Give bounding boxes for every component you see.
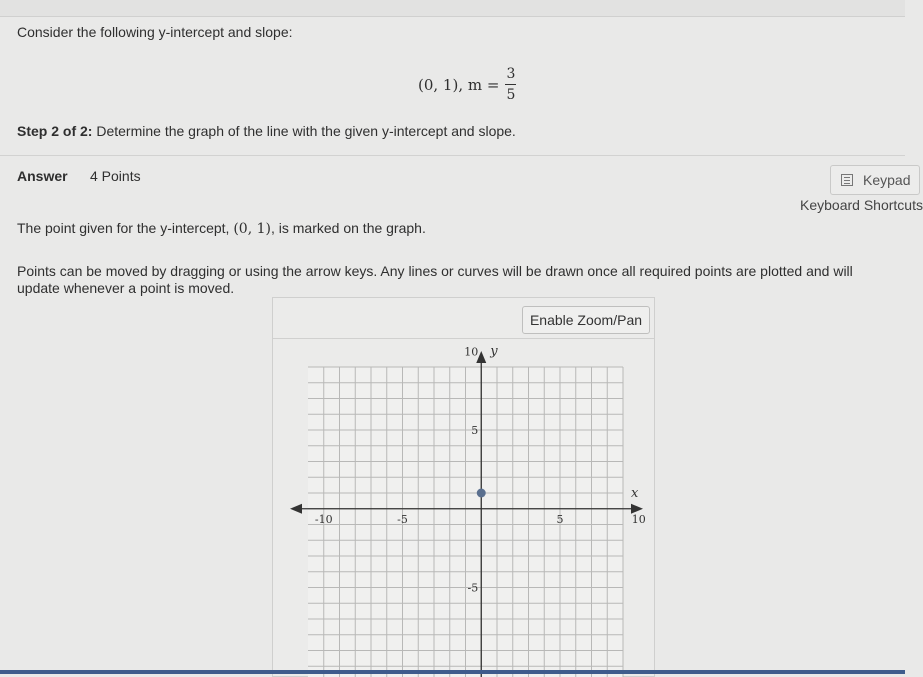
formula-point: (0, 1), m = xyxy=(418,75,500,94)
x-tick-label: 10 xyxy=(631,512,646,526)
keyboard-shortcuts-link[interactable]: Keyboard Shortcuts xyxy=(800,197,923,213)
y-intercept-point[interactable] xyxy=(477,489,486,498)
step-label: Step 2 of 2: xyxy=(17,123,93,139)
section-divider xyxy=(0,155,905,156)
y-axis-label: y xyxy=(490,344,498,359)
graph-instructions: Points can be moved by dragging or using the arrow keys. Any lines or curves will be drawn once all required points are plotted and will update whenever a point is moved. xyxy=(17,263,853,296)
y-tick-label: -5 xyxy=(467,581,479,595)
slope-denominator: 5 xyxy=(506,87,516,103)
panel-divider xyxy=(273,338,654,339)
given-point-text xyxy=(17,220,426,237)
keypad-button[interactable] xyxy=(830,165,920,195)
fraction-bar xyxy=(505,84,516,85)
bottom-bar xyxy=(0,670,905,674)
slope-numerator: 3 xyxy=(506,66,516,82)
x-axis-arrow-left xyxy=(290,504,302,514)
intercept-slope-formula xyxy=(418,66,516,103)
x-tick-label: 5 xyxy=(556,512,564,526)
slope-fraction xyxy=(505,66,516,103)
x-tick-label: -10 xyxy=(314,512,333,526)
x-axis-label: x xyxy=(631,485,639,501)
points-label: 4 Points xyxy=(90,168,141,184)
x-tick-label: -5 xyxy=(397,512,408,526)
question-prompt: Consider the following y-intercept and slope: xyxy=(17,24,293,40)
given-prefix: The point given for the y-intercept, xyxy=(17,220,234,236)
answer-label: Answer xyxy=(17,168,68,184)
coordinate-graph[interactable] xyxy=(285,343,655,673)
top-bar xyxy=(0,0,905,17)
given-suffix: , is marked on the graph. xyxy=(270,220,426,236)
step-instruction xyxy=(17,123,516,139)
given-point: (0, 1) xyxy=(233,221,271,237)
step-text: Determine the graph of the line with the given y-intercept and slope. xyxy=(96,123,516,139)
keypad-label: Keypad xyxy=(863,172,911,188)
enable-zoom-pan-button[interactable]: Enable Zoom/Pan xyxy=(522,306,650,334)
y-tick-label: 10 xyxy=(464,345,479,359)
y-tick-label: 5 xyxy=(471,424,479,437)
keypad-icon xyxy=(841,174,853,186)
